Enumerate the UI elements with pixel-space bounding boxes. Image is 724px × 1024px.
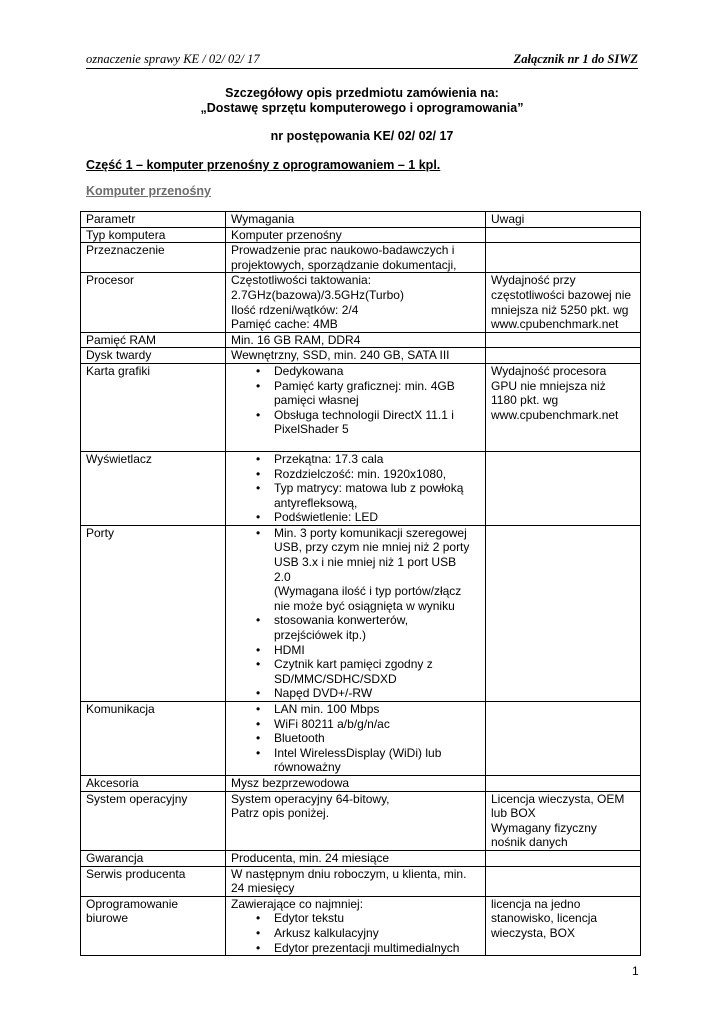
notes-cell xyxy=(486,227,641,243)
requirement-cell xyxy=(226,273,486,332)
requirement-cell xyxy=(226,850,486,866)
notes-cell xyxy=(486,451,641,525)
list-item: • Intel WirelessDisplay (WiDi) lub równoważny xyxy=(274,746,480,775)
notes-cell xyxy=(486,791,641,850)
table-row xyxy=(81,775,641,791)
requirement-line: Zawierające co najmniej: xyxy=(231,896,364,911)
requirement-cell xyxy=(226,451,486,525)
header-cell: Parametr xyxy=(81,212,226,228)
param-cell: Serwis producenta xyxy=(81,866,226,896)
table-row xyxy=(81,348,641,364)
list-item: • WiFi 80211 a/b/g/n/ac xyxy=(274,717,480,732)
procedure-number: nr postępowania KE/ 02/ 02/ 17 xyxy=(270,129,454,143)
list-item: • Przekątna: 17.3 cala xyxy=(274,452,480,467)
note-line: Wymagany fizyczny xyxy=(491,820,597,835)
specification-table xyxy=(80,211,641,956)
attachment-label: Załącznik nr 1 do SIWZ xyxy=(513,52,638,66)
case-reference: oznaczenie sprawy KE / 02/ 02/ 17 xyxy=(86,52,260,66)
table-row xyxy=(81,896,641,955)
param-line: Oprogramowanie xyxy=(86,896,179,911)
note-line: mniejsza niż 5250 pkt. wg xyxy=(491,302,629,317)
notes-cell xyxy=(486,866,641,896)
requirement-list xyxy=(231,911,480,955)
notes-cell xyxy=(486,348,641,364)
table-row xyxy=(81,791,641,850)
list-item: • HDMI xyxy=(274,643,480,658)
list-item: • Napęd DVD+/-RW xyxy=(274,686,480,701)
note-line: Licencja wieczysta, OEM xyxy=(491,791,625,806)
table-row xyxy=(81,363,641,451)
list-item: • Min. 3 porty komunikacji szeregowej USB, przy czym nie mniej niż 2 porty USB 3.x i nie mniej niż 1 port USB 2.0 (Wymagana ilość i typ portów/złącz nie może być osiągnięta w wyniku xyxy=(274,526,480,614)
notes-cell xyxy=(486,332,641,348)
notes-cell xyxy=(486,702,641,776)
requirement-line: Częstotliwości taktowania: xyxy=(231,273,372,288)
param-cell xyxy=(81,896,226,955)
part-heading: Część 1 – komputer przenośny z oprogramowaniem – 1 kpl. xyxy=(86,158,441,172)
list-item: • Podświetlenie: LED xyxy=(274,510,480,525)
param-cell: System operacyjny xyxy=(81,791,226,850)
param-cell: Porty xyxy=(81,525,226,701)
requirement-line: Mysz bezprzewodowa xyxy=(231,775,350,790)
requirement-line: Producenta, min. 24 miesiące xyxy=(231,850,390,865)
requirement-line: Pamięć cache: 4MB xyxy=(231,317,338,332)
notes-cell xyxy=(486,273,641,332)
notes-cell xyxy=(486,775,641,791)
note-line: licencja na jedno xyxy=(491,896,581,911)
table-row xyxy=(81,866,641,896)
table-header-row xyxy=(81,212,641,228)
param-cell: Dysk twardy xyxy=(81,348,226,364)
list-item: • Pamięć karty graficznej: min. 4GB pamięci własnej xyxy=(274,379,480,408)
section-subheading: Komputer przenośny xyxy=(86,184,212,198)
list-item: • Rozdzielczość: min. 1920x1080, xyxy=(274,467,480,482)
note-line: www.cpubenchmark.net xyxy=(491,317,619,332)
document-subject: „Dostawę sprzętu komputerowego i oprogramowania” xyxy=(200,101,524,115)
table-row xyxy=(81,227,641,243)
list-item: • LAN min. 100 Mbps xyxy=(274,702,480,717)
header-cell: Wymagania xyxy=(226,212,486,228)
table-row xyxy=(81,243,641,273)
list-item: • Edytor prezentacji multimedialnych xyxy=(274,941,480,956)
notes-cell xyxy=(486,850,641,866)
param-cell: Typ komputera xyxy=(81,227,226,243)
page-header xyxy=(86,50,638,69)
requirement-cell xyxy=(226,348,486,364)
list-item: • Typ matrycy: matowa lub z powłoką antyrefleksową, xyxy=(274,481,480,510)
note-line: Wydajność przy xyxy=(491,273,576,288)
requirement-line: 2.7GHz(bazowa)/3.5GHz(Turbo) xyxy=(231,287,404,302)
table-row xyxy=(81,702,641,776)
requirement-list xyxy=(231,364,480,437)
list-item: • Dedykowana xyxy=(274,364,480,379)
note-line: nośnik danych xyxy=(491,835,568,850)
requirement-line: System operacyjny 64-bitowy, xyxy=(231,791,390,806)
requirement-line: 24 miesięcy xyxy=(231,881,295,896)
page-number: 1 xyxy=(632,964,639,978)
list-item: • Bluetooth xyxy=(274,731,480,746)
requirement-cell xyxy=(226,332,486,348)
note-line: wieczysta, BOX xyxy=(491,925,576,940)
table-row xyxy=(81,451,641,525)
requirement-cell xyxy=(226,227,486,243)
requirement-line: Komputer przenośny xyxy=(231,227,342,242)
note-line: 1180 pkt. wg xyxy=(491,393,559,408)
note-line: GPU nie mniejsza niż xyxy=(491,378,606,393)
note-line: Wydajność procesora xyxy=(491,363,607,378)
document-title: Szczegółowy opis przedmiotu zamówienia na: xyxy=(225,86,499,100)
requirement-line: Prowadzenie prac naukowo-badawczych i xyxy=(231,243,455,258)
param-cell: Komunikacja xyxy=(81,702,226,776)
list-item: • Arkusz kalkulacyjny xyxy=(274,926,480,941)
list-item: • Czytnik kart pamięci zgodny z SD/MMC/SDHC/SDXD xyxy=(274,657,480,686)
note-line: lub BOX xyxy=(491,806,536,821)
param-cell: Wyświetlacz xyxy=(81,451,226,525)
param-cell: Gwarancja xyxy=(81,850,226,866)
requirement-line: Patrz opis poniżej. xyxy=(231,806,330,821)
requirement-cell xyxy=(226,525,486,701)
requirement-line: Wewnętrzny, SSD, min. 240 GB, SATA III xyxy=(231,348,450,363)
requirement-cell xyxy=(226,791,486,850)
requirement-line: Ilość rdzeni/wątków: 2/4 xyxy=(231,302,359,317)
param-cell: Karta grafiki xyxy=(81,363,226,451)
param-cell: Procesor xyxy=(81,273,226,332)
list-item: • stosowania konwerterów, przejściówek itp.) xyxy=(274,613,480,642)
header-cell: Uwagi xyxy=(486,212,641,228)
notes-cell xyxy=(486,363,641,451)
table-row xyxy=(81,332,641,348)
table-row xyxy=(81,850,641,866)
notes-cell xyxy=(486,243,641,273)
requirement-list xyxy=(231,702,480,775)
list-item: • Edytor tekstu xyxy=(274,911,480,926)
list-item: • Obsługa technologii DirectX 11.1 i PixelShader 5 xyxy=(274,408,480,437)
requirement-cell xyxy=(226,363,486,451)
requirement-line: Min. 16 GB RAM, DDR4 xyxy=(231,332,361,347)
requirement-cell xyxy=(226,866,486,896)
requirement-list xyxy=(231,526,480,701)
param-cell: Pamięć RAM xyxy=(81,332,226,348)
notes-cell xyxy=(486,525,641,701)
param-cell: Akcesoria xyxy=(81,775,226,791)
requirement-cell xyxy=(226,896,486,955)
requirement-list xyxy=(231,452,480,525)
param-cell: Przeznaczenie xyxy=(81,243,226,273)
param-line: biurowe xyxy=(86,911,129,926)
table-row xyxy=(81,273,641,332)
requirement-cell xyxy=(226,702,486,776)
requirement-cell xyxy=(226,243,486,273)
notes-cell xyxy=(486,896,641,955)
note-line: stanowisko, licencja xyxy=(491,911,598,926)
requirement-cell xyxy=(226,775,486,791)
note-line: www.cpubenchmark.net xyxy=(491,407,619,422)
note-line: częstotliwości bazowej nie xyxy=(491,287,632,302)
table-row xyxy=(81,525,641,701)
requirement-line: W następnym dniu roboczym, u klienta, min. xyxy=(231,866,467,881)
requirement-line: projektowych, sporządzanie dokumentacji, xyxy=(231,257,457,272)
